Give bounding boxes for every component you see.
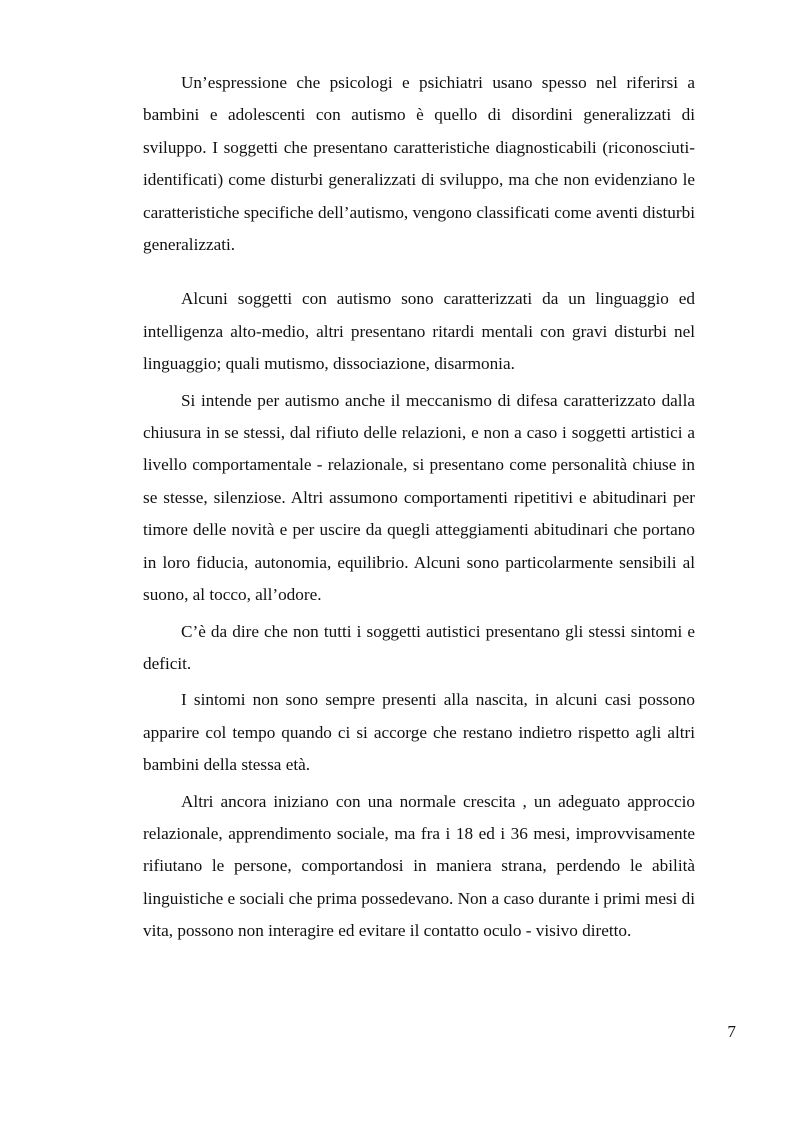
paragraph-3: Si intende per autismo anche il meccanismo di difesa caratterizzato dalla chiusura in se stessi, dal rifiuto delle relazioni, e non a caso i soggetti artistici a livello comportamentale - relazionale, si presentano come personalità chiuse in se stesse, silenziose. Altri assumono comportamenti ripetitivi e abitudinari per timore delle novità e per uscire da quegli atteggiamenti abitudinari che portano in loro fiducia, autonomia, equilibrio. Alcuni sono particolarmente sensibili al suono, al tocco, all’odore.: [143, 390, 695, 605]
paragraph-2: Alcuni soggetti con autismo sono caratterizzati da un linguaggio ed intelligenza alto-medio, altri presentano ritardi mentali con gravi disturbi nel linguaggio; quali mutismo, dissociazione, disarmonia.: [143, 289, 695, 374]
page-number: 7: [727, 1022, 736, 1041]
paragraph-4: C’è da dire che non tutti i soggetti autistici presentano gli stessi sintomi e deficit.: [143, 621, 695, 673]
paragraph-5: I sintomi non sono sempre presenti alla nascita, in alcuni casi possono apparire col tempo quando ci si accorge che restano indietro rispetto agli altri bambini della stessa età.: [143, 690, 695, 775]
paragraph-6: Altri ancora iniziano con una normale crescita , un adeguato approccio relazionale, apprendimento sociale, ma fra i 18 ed i 36 mesi, improvvisamente rifiutano le persone, comportandosi in maniera strana, perdendo le abilità linguistiche e sociali che prima possedevano. Non a caso durante i primi mesi di vita, possono non interagire ed evitare il contatto oculo - visivo diretto.: [143, 791, 695, 941]
body-text: [143, 67, 695, 948]
paragraph-1: Un’espressione che psicologi e psichiatri usano spesso nel riferirsi a bambini e adolescenti con autismo è quello di disordini generalizzati di sviluppo. I soggetti che presentano caratteristiche diagnosticabili (riconosciuti- identificati) come disturbi generalizzati di sviluppo, ma che non evidenziano le caratteristiche specifiche dell’autismo, vengono classificati come aventi disturbi generalizzati.: [143, 73, 695, 255]
